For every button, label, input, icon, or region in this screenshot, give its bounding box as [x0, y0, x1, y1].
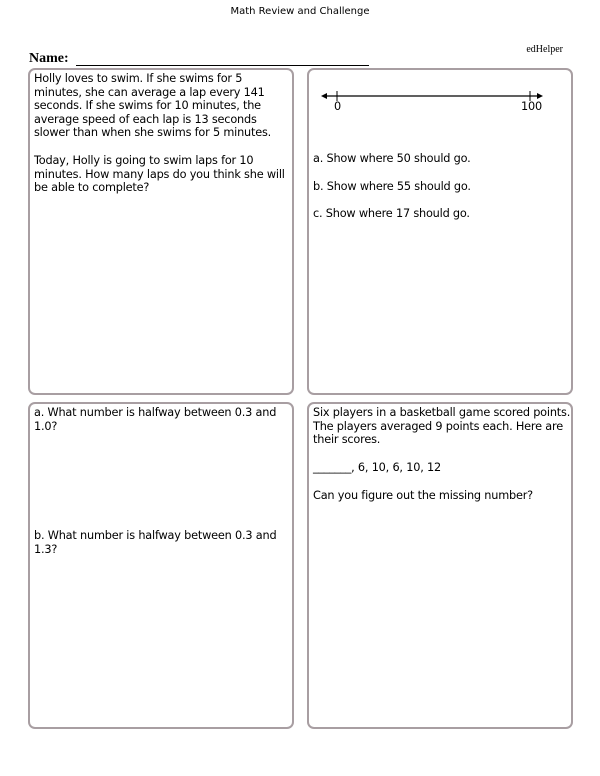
halfway-question-b: b. What number is halfway between 0.3 and 1.3? [34, 529, 277, 556]
basketball-paragraph: Six players in a basketball game scored points. The players averaged 9 points each. Here are their scores. [313, 406, 571, 447]
page-title: Math Review and Challenge [230, 6, 370, 17]
swim-paragraph-1: Holly loves to swim. If she swims for 5 minutes, she can average a lap every 141 seconds. If she swims for 10 minutes, the average speed of each lap is 13 seconds slower than when she swims for 5 minutes. [34, 72, 272, 140]
problem-box-basketball [307, 402, 573, 729]
question-c: c. Show where 17 should go. [313, 207, 470, 220]
brand-label: edHelper [526, 44, 563, 55]
halfway-question-a: a. What number is halfway between 0.3 and 1.0? [34, 406, 277, 433]
question-a: a. Show where 50 should go. [313, 152, 471, 165]
label-0: 0 [334, 100, 341, 113]
swim-paragraph-2: Today, Holly is going to swim laps for 10 minutes. How many laps do you think she will be able to complete? [34, 154, 285, 195]
problem-box-halfway [28, 402, 294, 729]
question-b: b. Show where 55 should go. [313, 180, 471, 193]
basketball-question: Can you figure out the missing number? [313, 489, 533, 502]
problem-box-number-line [307, 68, 573, 395]
problem-box-swim [28, 68, 294, 395]
name-line [76, 65, 369, 66]
basketball-scores: _______, 6, 10, 6, 10, 12 [313, 461, 441, 474]
label-100: 100 [521, 100, 542, 113]
name-label: Name: [29, 51, 69, 66]
